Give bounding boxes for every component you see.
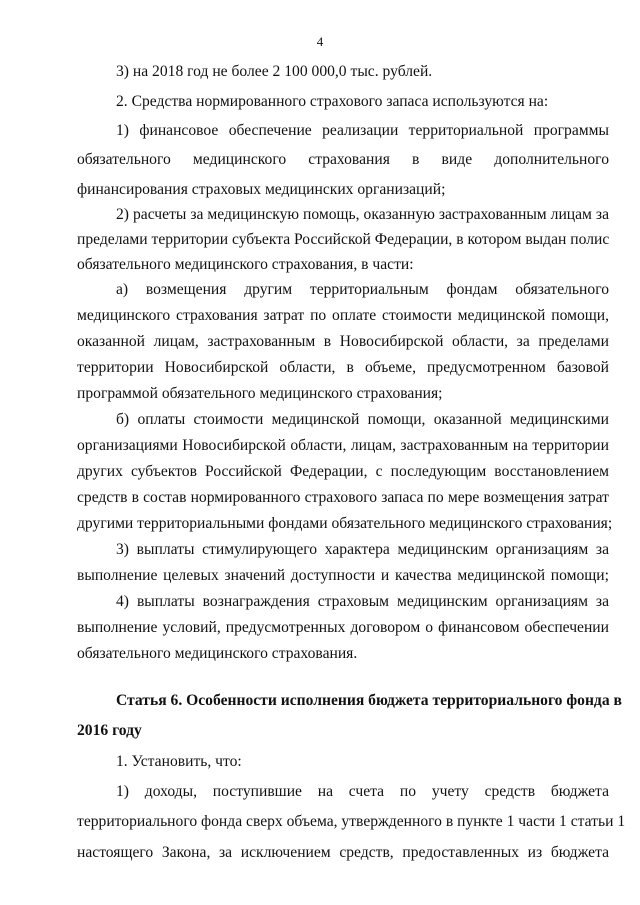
text-line: 3) на 2018 год не более 2 100 000,0 тыс. рублей. (116, 63, 433, 80)
text-line: пределами территории субъекта Российской Федерации, в котором выдан полис (77, 231, 610, 248)
text-line: финансирования страховых медицинских организаций; (77, 181, 446, 198)
text-line: выполнение целевых значений доступности и качества медицинской помощи; (77, 567, 609, 584)
text-line: 3) выплаты стимулирующего характера медицинским организациям за (116, 541, 609, 558)
text-line: выполнение условий, предусмотренных договором о финансовом обеспечении (77, 619, 609, 636)
text-line: 2. Средства нормированного страхового запаса используются на: (116, 93, 549, 110)
text-line: 2) расчеты за медицинскую помощь, оказанную застрахованным лицам за (116, 206, 609, 223)
article-heading: Статья 6. Особенности исполнения бюджета территориального фонда в (116, 692, 622, 709)
text-line: обязательного медицинского страхования. (77, 645, 358, 662)
text-line: территориального фонда сверх объема, утвержденного в пункте 1 части 1 статьи 1 (77, 813, 626, 830)
text-line: 1) финансовое обеспечение реализации территориальной программы (116, 122, 609, 139)
page-number: 4 (316, 34, 324, 49)
text-line: настоящего Закона, за исключением средств, предоставленных из бюджета (77, 844, 609, 861)
text-line: оказанной лицам, застрахованным в Новосибирской области, за пределами (77, 333, 609, 350)
text-line: другими территориальными фондами обязательного медицинского страхования; (77, 515, 613, 532)
text-line: 4) выплаты вознаграждения страховым медицинским организациям за (116, 593, 609, 610)
text-line: обязательного медицинского страхования в виде дополнительного (77, 151, 609, 168)
text-line: организациями Новосибирской области, лицам, застрахованным на территории (77, 437, 609, 454)
text-line: б) оплаты стоимости медицинской помощи, оказанной медицинскими (116, 411, 609, 428)
article-heading-cont: 2016 году (77, 722, 142, 739)
text-line: обязательного медицинского страхования, в части: (77, 256, 414, 273)
text-line: а) возмещения другим территориальным фондам обязательного (116, 281, 609, 298)
text-line: средств в состав нормированного страхового запаса по мере возмещения затрат (77, 489, 609, 506)
text-line: 1. Установить, что: (116, 753, 242, 770)
text-line: медицинского страхования затрат по оплате стоимости медицинской помощи, (77, 307, 609, 324)
text-line: 1) доходы, поступившие на счета по учету средств бюджета (116, 783, 609, 800)
text-line: программой обязательного медицинского страхования; (77, 385, 443, 402)
text-line: других субъектов Российской Федерации, с последующим восстановлением (77, 463, 609, 480)
text-line: территории Новосибирской области, в объеме, предусмотренном базовой (77, 359, 609, 376)
